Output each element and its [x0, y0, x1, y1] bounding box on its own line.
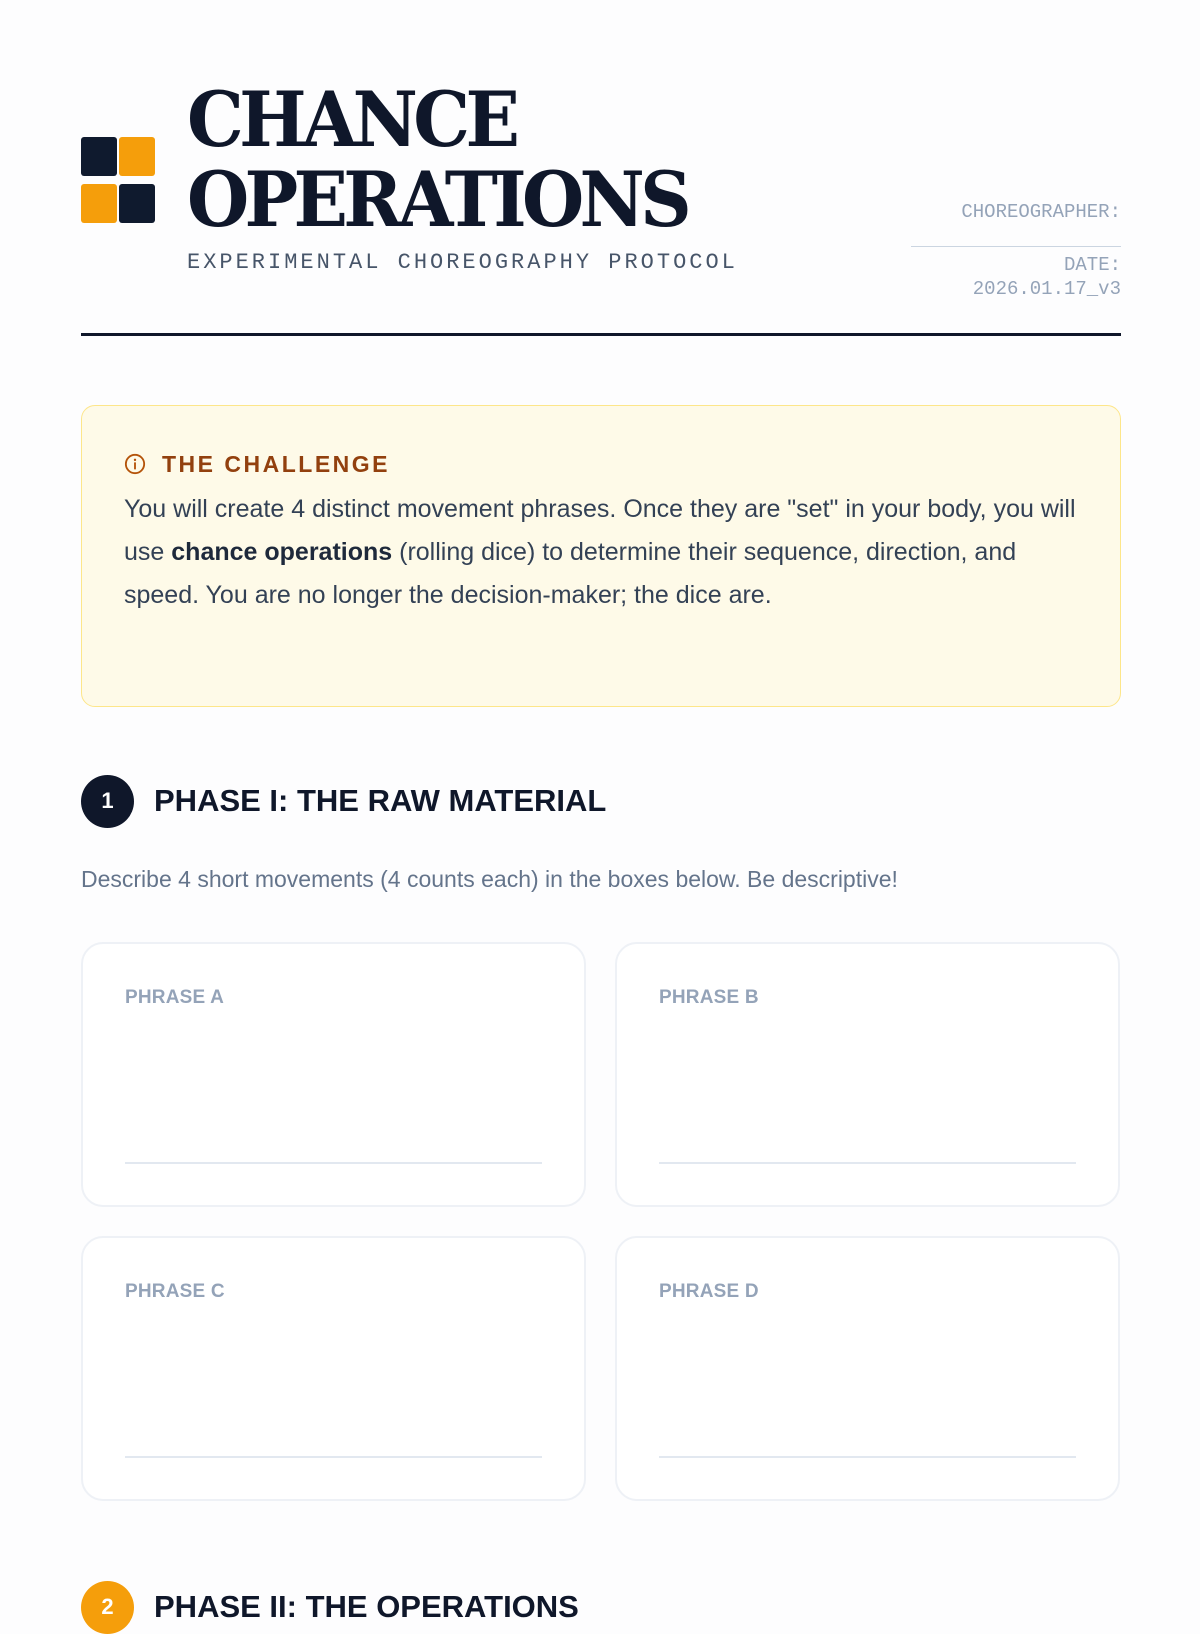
phase1-description: Describe 4 short movements (4 counts each) in the boxes below. Be descriptive! [81, 866, 898, 892]
phase1-header [81, 774, 606, 828]
phrase-a-label: PHRASE A [125, 987, 225, 1008]
choreographer-label: CHOREOGRAPHER: [961, 201, 1121, 223]
phrase-a-card[interactable] [81, 942, 586, 1207]
phase1-title: PHASE I: THE RAW MATERIAL [154, 783, 607, 818]
subtitle: EXPERIMENTAL CHOREOGRAPHY PROTOCOL [187, 250, 738, 275]
phase2-header [81, 1580, 579, 1634]
choreographer-field[interactable] [911, 228, 1121, 247]
phrase-d-label: PHRASE D [659, 1281, 759, 1302]
header-divider [81, 333, 1121, 336]
phrase-d-input-line[interactable] [659, 1456, 1076, 1458]
title-line-1: CHANCE [187, 75, 516, 164]
worksheet-page [81, 0, 1121, 1624]
phrase-b-card[interactable] [615, 942, 1120, 1207]
phrase-c-card[interactable] [81, 1236, 586, 1501]
challenge-header [124, 446, 1078, 482]
page-title [187, 75, 688, 244]
challenge-text-part2: (rolling dice) to determine their sequence, direction, and speed. You are no longer the decision-maker; the dice are. [124, 538, 1017, 609]
challenge-text [124, 488, 1078, 617]
phrase-b-label: PHRASE B [659, 987, 759, 1008]
meta-block [911, 200, 1121, 301]
phrase-d-card[interactable] [615, 1236, 1120, 1501]
challenge-text-part1: You will create 4 distinct movement phrases. Once they are "set" in your body, you will use [124, 495, 1076, 566]
phrase-c-label: PHRASE C [125, 1281, 225, 1302]
info-icon [124, 453, 146, 475]
challenge-title: THE CHALLENGE [162, 450, 390, 477]
challenge-box [81, 405, 1121, 707]
phase1-number-badge: 1 [81, 775, 134, 828]
title-line-2: OPERATIONS [187, 155, 688, 244]
phrase-c-input-line[interactable] [125, 1456, 542, 1458]
phase2-title: PHASE II: THE OPERATIONS [154, 1589, 579, 1624]
header [81, 0, 1121, 336]
phrase-a-input-line[interactable] [125, 1162, 542, 1164]
phase2-number-badge: 2 [81, 1581, 134, 1634]
phrase-b-input-line[interactable] [659, 1162, 1076, 1164]
logo-icon [81, 137, 157, 224]
date-label: DATE: 2026.01.17_v3 [972, 254, 1121, 300]
challenge-text-bold: chance operations [171, 538, 393, 566]
